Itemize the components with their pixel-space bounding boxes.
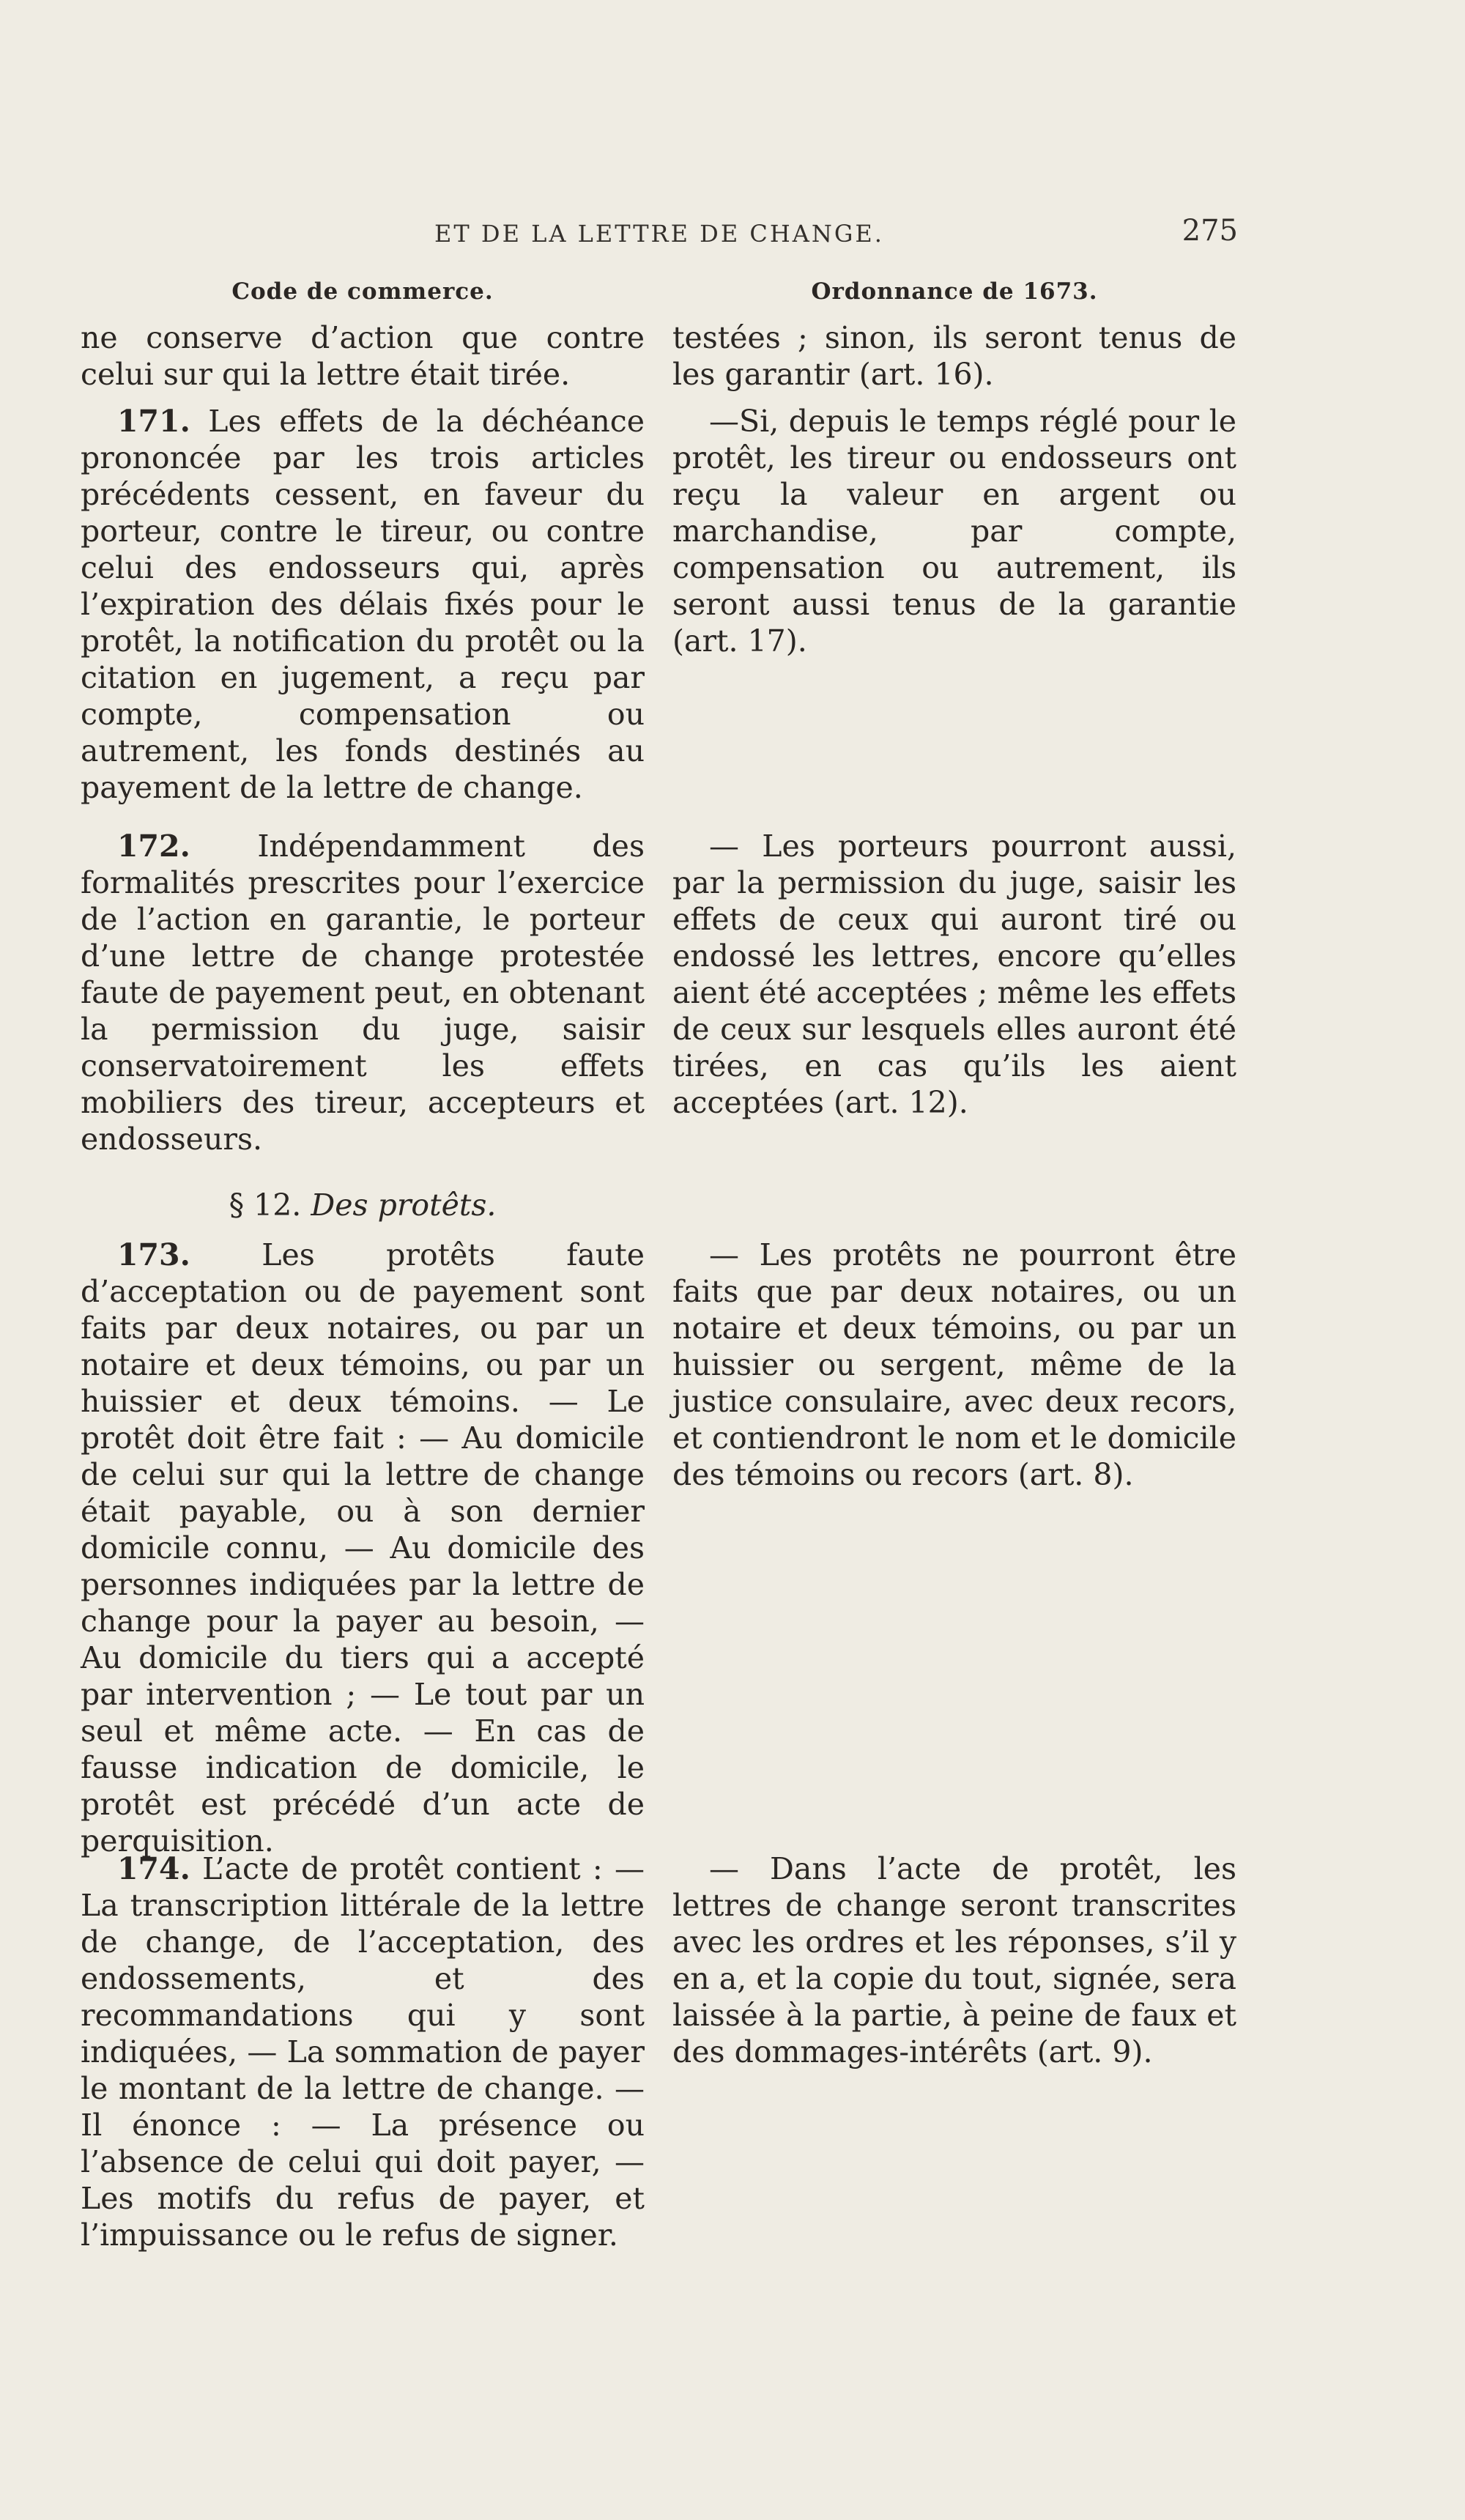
article-171 bbox=[81, 403, 645, 806]
section-heading bbox=[81, 1187, 645, 1223]
article-171-text bbox=[81, 403, 645, 806]
article-171-number: 171. bbox=[117, 404, 190, 439]
page-number: 275 bbox=[1182, 214, 1238, 248]
paragraph-text: —Si, depuis le temps réglé pour le protêt, les tireur ou endosseurs ont reçu la valeur en argent ou marchandise, par compte, compensation ou autrement, ils seront aussi tenus de la garantie (art. 17). bbox=[672, 404, 1236, 659]
paragraph-text: ne conserve d’action que contre celui sur qui la lettre était tirée. bbox=[81, 320, 645, 392]
paragraph-text: — Les porteurs pourront aussi, par la permission du juge, saisir les effets de ceux qui auront tiré ou endossé les lettres, encore qu’elles aient été acceptées ; même les effets de ceux sur lesquels elles auront été tirées, en cas qu’ils les aient acceptées (art. 12). bbox=[672, 829, 1236, 1120]
paragraph-text: testées ; sinon, ils seront tenus de les garantir (art. 16). bbox=[672, 320, 1236, 392]
article-172-text bbox=[81, 828, 645, 1157]
article-171-body: Les effets de la déchéance prononcée par les trois articles précédents cessent, en faveur du porteur, contre le tireur, ou contre celui des endosseurs qui, après l’expiration des délais fixés pour le protêt, la notification du protêt ou la citation en jugement, a reçu par compte, compensation ou autrement, les fonds destinés au payement de la lettre de change. bbox=[81, 404, 645, 805]
article-174-number: 174. bbox=[117, 1851, 190, 1886]
left-paragraph-continued bbox=[81, 319, 645, 393]
ordinance-art-8 bbox=[672, 1237, 1236, 1493]
article-172-body: Indépendamment des formalités prescrites pour l’exercice de l’action en garantie, le porteur d’une lettre de change protestée faute de payement peut, en obtenant la permission du juge, saisir conservatoirement les effets mobiliers des tireur, accepteurs et endosseurs. bbox=[81, 829, 645, 1157]
right-column bbox=[672, 277, 1236, 2069]
paragraph-text: — Les protêts ne pourront être faits que par deux notaires, ou un notaire et deux témoins, ou par un huissier ou sergent, même de la justice consulaire, avec deux recors, et contiendront le nom et le domicile des témoins ou recors (art. 8). bbox=[672, 1237, 1236, 1492]
ordinance-art-17 bbox=[672, 403, 1236, 659]
section-title-line bbox=[81, 1187, 645, 1223]
article-172-number: 172. bbox=[117, 829, 190, 864]
article-173-text bbox=[81, 1237, 645, 1859]
article-172 bbox=[81, 828, 645, 1157]
running-title: ET DE LA LETTRE DE CHANGE. bbox=[434, 220, 884, 248]
paragraph-text: — Dans l’acte de protêt, les lettres de change seront transcrites avec les ordres et les réponses, s’il y en a, et la copie du tout, signée, sera laissée à la partie, à peine de faux et des dommages-intérêts (art. 9). bbox=[672, 1851, 1236, 2069]
article-173 bbox=[81, 1237, 645, 1859]
left-column bbox=[81, 277, 645, 2253]
article-174-body: L’acte de protêt contient : — La transcription littérale de la lettre de change, de l’acceptation, des endossements, et des recommandations qui y sont indiquées, — La sommation de payer le montant de la lettre de change. — Il énonce : — La présence ou l’absence de celui qui doit payer, — Les motifs du refus de payer, et l’impuissance ou le refus de signer. bbox=[81, 1851, 645, 2253]
section-title: Des protêts. bbox=[311, 1187, 497, 1223]
left-column-heading: Code de commerce. bbox=[231, 278, 494, 305]
article-174 bbox=[81, 1850, 645, 2253]
article-174-text bbox=[81, 1850, 645, 2253]
ordinance-art-9 bbox=[672, 1850, 1236, 2070]
article-173-body: Les protêts faute d’acceptation ou de payement sont faits par deux notaires, ou par un notaire et deux témoins, ou par un huissier et deux témoins. — Le protêt doit être fait : — Au domicile de celui sur qui la lettre de change était payable, ou à son dernier domicile connu, — Au domicile des personnes indiquées par la lettre de change pour la payer au besoin, — Au domicile du tiers qui a accepté par intervention ; — Le tout par un seul et même acte. — En cas de fausse indication de domicile, le protêt est précédé d’un acte de perquisition. bbox=[81, 1237, 645, 1858]
ordinance-paragraph-continued bbox=[672, 319, 1236, 393]
ordinance-art-12 bbox=[672, 828, 1236, 1121]
section-number: § 12. bbox=[229, 1187, 302, 1223]
right-column-heading: Ordonnance de 1673. bbox=[811, 278, 1098, 305]
article-173-number: 173. bbox=[117, 1237, 190, 1272]
